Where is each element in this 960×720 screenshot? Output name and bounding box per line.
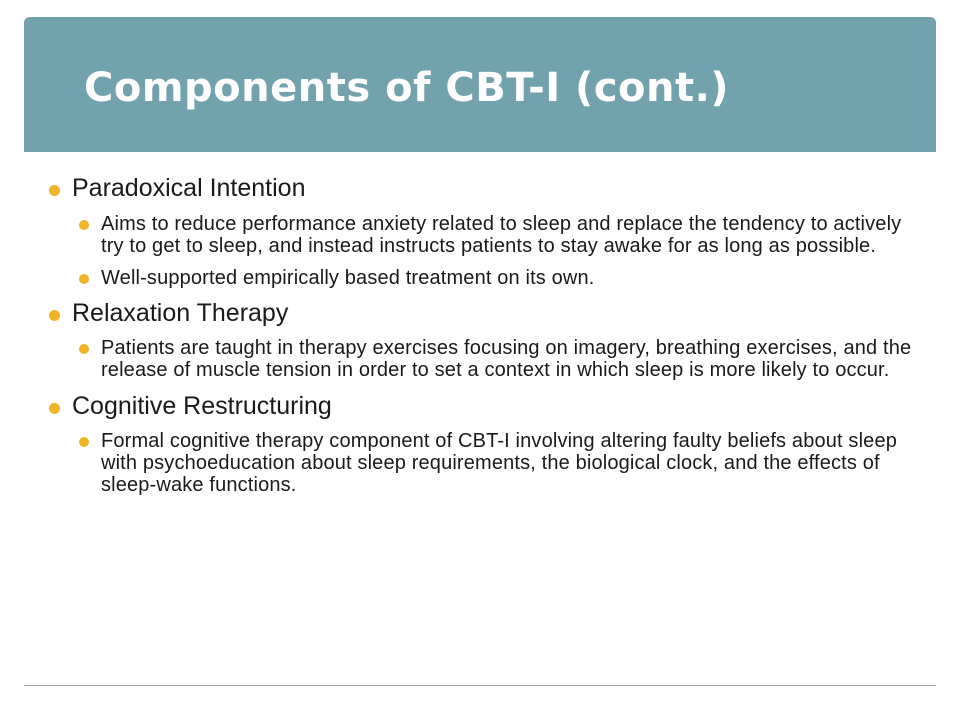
sub-bullet-dot-icon: [79, 344, 89, 354]
sub-list: [48, 213, 928, 289]
sub-bullet-text: Formal cognitive therapy component of CBT-I involving altering faulty beliefs about sleep with psychoeducation about sleep requirements, the biological clock, and the effects of sleep-wake functions.: [101, 430, 897, 496]
sub-bullet-dot-icon: [79, 437, 89, 447]
slide-content: [48, 168, 928, 496]
bottom-divider: [24, 685, 936, 686]
sub-bullet: [78, 213, 928, 257]
bullet-paradoxical-intention: [48, 173, 928, 203]
sub-bullet-text: Well-supported empirically based treatment on its own.: [101, 267, 595, 289]
bullet-heading: Paradoxical Intention: [72, 174, 306, 202]
sub-list: [48, 430, 928, 496]
sub-bullet-dot-icon: [79, 220, 89, 230]
bullet-dot-icon: [49, 310, 60, 321]
sub-list: [48, 337, 928, 381]
bullet-dot-icon: [49, 185, 60, 196]
sub-bullet-text: Aims to reduce performance anxiety related to sleep and replace the tendency to actively try to get to sleep, and instead instructs patients to stay awake for as long as possible.: [101, 213, 902, 257]
slide-title: Components of CBT-I (cont.): [84, 65, 730, 111]
sub-bullet-dot-icon: [79, 274, 89, 284]
bullet-heading: Cognitive Restructuring: [72, 392, 332, 420]
bullet-heading: Relaxation Therapy: [72, 299, 289, 327]
sub-bullet: [78, 267, 928, 289]
sub-bullet-text: Patients are taught in therapy exercises focusing on imagery, breathing exercises, and the release of muscle tension in order to set a context in which sleep is more likely to occur.: [101, 337, 912, 381]
bullet-relaxation-therapy: [48, 298, 928, 328]
bullet-cognitive-restructuring: [48, 391, 928, 421]
bullet-dot-icon: [49, 403, 60, 414]
sub-bullet: [78, 337, 928, 381]
sub-bullet: [78, 430, 928, 496]
